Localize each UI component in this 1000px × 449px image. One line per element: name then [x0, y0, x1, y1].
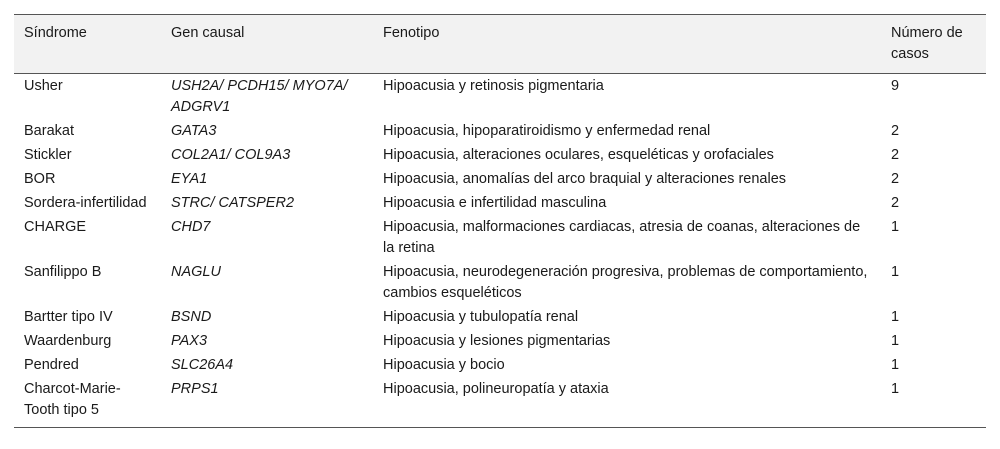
cell-cases: 1	[891, 333, 900, 349]
cell-gene: NAGLU	[171, 264, 221, 280]
cell-phenotype: Hipoacusia, neurodegeneración progresiva, problemas de comportamiento, cambios esqueléticos	[383, 264, 868, 301]
cell-gene: USH2A/ PCDH15/ MYO7A/ ADGRV1	[171, 78, 348, 115]
cell-syndrome: Usher	[24, 78, 63, 94]
header-syndrome: Síndrome	[14, 15, 161, 74]
cell-phenotype: Hipoacusia y lesiones pigmentarias	[383, 333, 611, 349]
cell-phenotype: Hipoacusia, polineuropatía y ataxia	[373, 378, 881, 428]
cell-phenotype: Hipoacusia y retinosis pigmentaria	[383, 78, 604, 94]
table-row	[14, 354, 986, 378]
cell-syndrome: Waardenburg	[24, 333, 112, 349]
cell-cases: 2	[891, 195, 900, 211]
cell-gene: BSND	[171, 309, 212, 325]
cell-phenotype: Hipoacusia, malformaciones cardiacas, atresia de coanas, alteraciones de la retina	[383, 219, 861, 256]
cell-cases: 2	[891, 123, 900, 139]
syndromes-table	[14, 14, 986, 428]
table-row	[14, 216, 986, 261]
table-row	[14, 306, 986, 330]
table-row	[14, 330, 986, 354]
cell-syndrome: Sanfilippo B	[24, 264, 102, 280]
header-cases: Número de casos	[881, 15, 986, 74]
cell-gene: SLC26A4	[171, 357, 234, 373]
cell-cases: 1	[891, 309, 900, 325]
cell-cases: 1	[891, 219, 900, 235]
cell-phenotype: Hipoacusia, alteraciones oculares, esqueléticas y orofaciales	[383, 147, 774, 163]
cell-syndrome: Bartter tipo IV	[24, 309, 113, 325]
syndromes-table-container	[14, 14, 986, 428]
cell-phenotype: Hipoacusia e infertilidad masculina	[383, 195, 607, 211]
cell-cases: 1	[891, 264, 900, 280]
cell-syndrome: Pendred	[24, 357, 79, 373]
cell-cases: 1	[891, 357, 900, 373]
cell-phenotype: Hipoacusia y bocio	[383, 357, 505, 373]
table-row	[14, 168, 986, 192]
cell-phenotype: Hipoacusia, anomalías del arco braquial y alteraciones renales	[383, 171, 787, 187]
table-row	[14, 120, 986, 144]
cell-phenotype: Hipoacusia y tubulopatía renal	[383, 309, 579, 325]
header-phenotype: Fenotipo	[373, 15, 881, 74]
cell-gene: COL2A1/ COL9A3	[171, 147, 291, 163]
table-row	[14, 261, 986, 306]
cell-gene: PAX3	[171, 333, 208, 349]
cell-cases: 2	[891, 171, 900, 187]
cell-syndrome: Barakat	[24, 123, 74, 139]
cell-gene: GATA3	[171, 123, 217, 139]
cell-syndrome: Stickler	[24, 147, 72, 163]
header-gene: Gen causal	[161, 15, 373, 74]
cell-syndrome: CHARGE	[24, 219, 87, 235]
table-row	[14, 192, 986, 216]
cell-gene: EYA1	[171, 171, 208, 187]
cell-syndrome: BOR	[24, 171, 56, 187]
table-header-row	[14, 15, 986, 74]
cell-gene: CHD7	[171, 219, 211, 235]
table-row	[14, 144, 986, 168]
cell-syndrome: Sordera-infertilidad	[24, 195, 147, 211]
table-row	[14, 378, 986, 428]
cell-gene: PRPS1	[161, 378, 373, 428]
cell-cases: 2	[891, 147, 900, 163]
table-row	[14, 74, 986, 121]
cell-phenotype: Hipoacusia, hipoparatiroidismo y enfermedad renal	[383, 123, 711, 139]
cell-gene: STRC/ CATSPER2	[171, 195, 295, 211]
cell-syndrome: Charcot-Marie-Tooth tipo 5	[14, 378, 161, 428]
cell-cases: 9	[891, 78, 900, 94]
cell-cases: 1	[881, 378, 986, 428]
